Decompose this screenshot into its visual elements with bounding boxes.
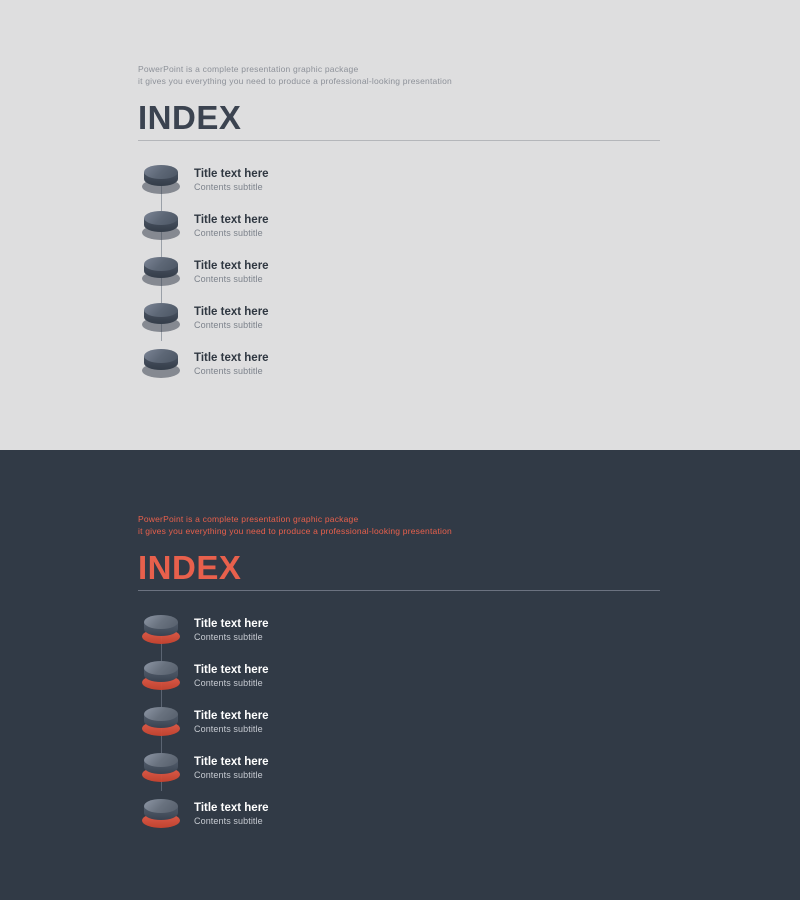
list-item-subtitle: Contents subtitle <box>194 181 263 192</box>
list-item-texts <box>188 305 269 332</box>
cylinder-icon <box>138 613 184 647</box>
list-item-subtitle: Contents subtitle <box>194 677 263 688</box>
list-item-title: Title text here <box>194 259 269 272</box>
list-item-texts <box>188 167 269 194</box>
list-item-title: Title text here <box>194 213 269 226</box>
cylinder-icon <box>138 209 184 243</box>
cylinder-icon <box>138 347 184 381</box>
list-item[interactable] <box>138 203 668 249</box>
cylinder-icon <box>138 797 184 831</box>
list-item[interactable] <box>138 157 668 203</box>
list-item-subtitle: Contents subtitle <box>194 319 263 330</box>
list-item-title: Title text here <box>194 801 269 814</box>
list-item-subtitle: Contents subtitle <box>194 365 263 376</box>
cylinder-icon <box>138 301 184 335</box>
kicker-line-1: PowerPoint is a complete presentation graphic package <box>138 514 359 524</box>
list-item-subtitle: Contents subtitle <box>194 273 263 284</box>
cylinder-icon <box>138 751 184 785</box>
list-item-texts <box>188 709 269 736</box>
kicker-line-2: it gives you everything you need to produce a professional-looking presentation <box>138 75 452 86</box>
index-list <box>138 157 668 387</box>
cylinder-icon <box>138 705 184 739</box>
index-list <box>138 607 668 837</box>
list-item-texts <box>188 259 269 286</box>
list-item-texts <box>188 351 269 378</box>
cylinder-icon <box>138 659 184 693</box>
slide-content <box>138 64 668 387</box>
list-item-subtitle: Contents subtitle <box>194 769 263 780</box>
page-title: INDEX <box>138 549 242 586</box>
list-item-title: Title text here <box>194 305 269 318</box>
list-item-subtitle: Contents subtitle <box>194 631 263 642</box>
title-divider <box>138 140 660 141</box>
list-item[interactable] <box>138 341 668 387</box>
cylinder-icon <box>138 255 184 289</box>
list-item[interactable] <box>138 249 668 295</box>
list-item-texts <box>188 617 269 644</box>
list-item[interactable] <box>138 699 668 745</box>
list-item-title: Title text here <box>194 709 269 722</box>
list-item-texts <box>188 663 269 690</box>
kicker-line-2: it gives you everything you need to produce a professional-looking presentation <box>138 525 452 536</box>
list-item[interactable] <box>138 791 668 837</box>
list-item-subtitle: Contents subtitle <box>194 227 263 238</box>
list-item[interactable] <box>138 745 668 791</box>
list-item-title: Title text here <box>194 351 269 364</box>
list-item[interactable] <box>138 653 668 699</box>
list-item-title: Title text here <box>194 167 269 180</box>
list-item-texts <box>188 213 269 240</box>
list-item[interactable] <box>138 295 668 341</box>
list-item-texts <box>188 755 269 782</box>
list-item-texts <box>188 801 269 828</box>
list-item[interactable] <box>138 607 668 653</box>
list-item-subtitle: Contents subtitle <box>194 815 263 826</box>
slide-content <box>138 514 668 837</box>
title-divider <box>138 590 660 591</box>
cylinder-icon <box>138 163 184 197</box>
kicker-line-1: PowerPoint is a complete presentation graphic package <box>138 64 359 74</box>
page-title: INDEX <box>138 99 242 136</box>
list-item-subtitle: Contents subtitle <box>194 723 263 734</box>
list-item-title: Title text here <box>194 617 269 630</box>
list-item-title: Title text here <box>194 663 269 676</box>
slide-dark <box>0 450 800 900</box>
list-item-title: Title text here <box>194 755 269 768</box>
